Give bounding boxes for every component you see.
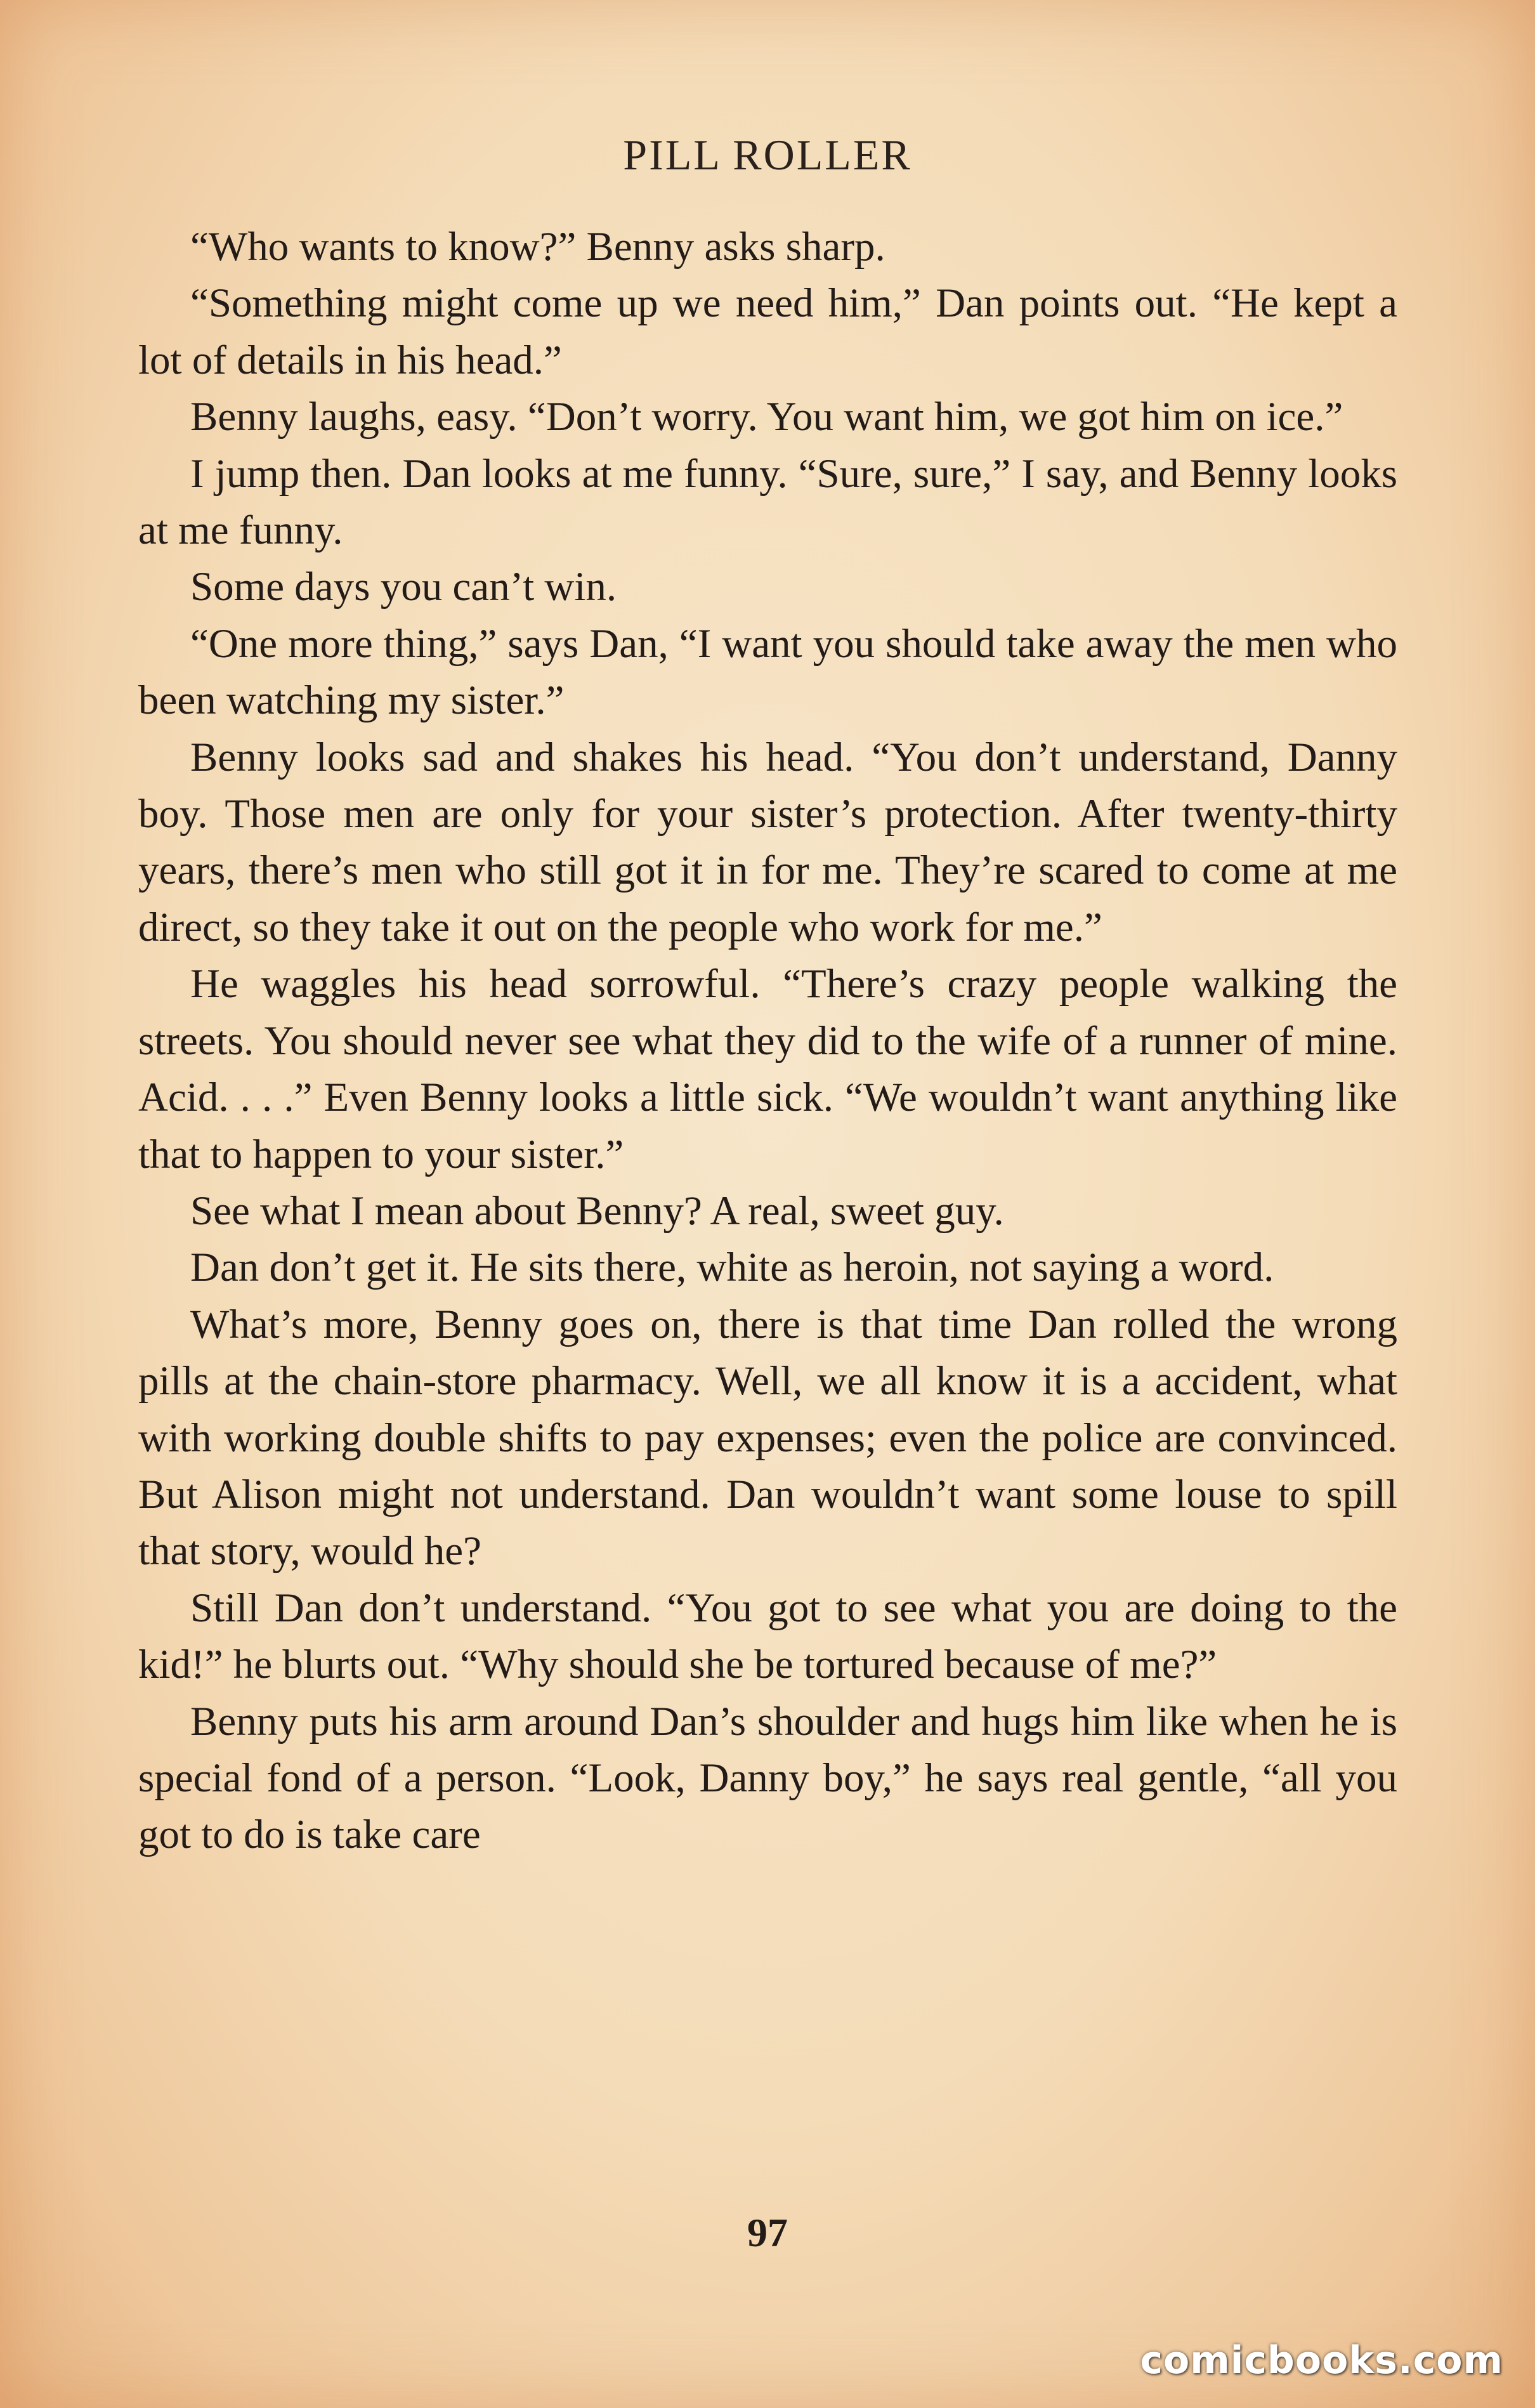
paragraph: He waggles his head sorrowful. “There’s crazy people walking the streets. You should never see what they did to the wife of a runner of mine. Acid. . . .” Even Benny looks a little sick. “We wouldn’t want anything like that to happen to your sister.” <box>138 961 1397 1177</box>
paragraph: I jump then. Dan looks at me funny. “Sure, sure,” I say, and Benny looks at me funny. <box>138 450 1397 554</box>
body-text <box>138 219 1397 1864</box>
paragraph: Benny laughs, easy. “Don’t worry. You want him, we got him on ice.” <box>190 394 1343 440</box>
running-head: PILL ROLLER <box>623 131 912 179</box>
paragraph: See what I mean about Benny? A real, sweet guy. <box>190 1188 1004 1234</box>
page-number: 97 <box>747 2210 788 2255</box>
paragraph: Dan don’t get it. He sits there, white as heroin, not saying a word. <box>190 1245 1274 1291</box>
paragraph: Benny looks sad and shakes his head. “You don’t understand, Danny boy. Those men are only for your sister’s protection. After twenty-thirty years, there’s men who still got it in for me. They’re scared to come at me direct, so they take it out on the people who work for me.” <box>138 734 1397 950</box>
paragraph: Benny puts his arm around Dan’s shoulder and hugs him like when he is special fond of a person. “Look, Danny boy,” he says real gentle, “all you got to do is take care <box>138 1698 1397 1858</box>
paragraph: “Something might come up we need him,” Dan points out. “He kept a lot of details in his head.” <box>138 280 1397 383</box>
paragraph: “Who wants to know?” Benny asks sharp. <box>190 224 885 270</box>
paragraph: Still Dan don’t understand. “You got to see what you are doing to the kid!” he blurts out. “Why should she be tortured because of me?” <box>138 1585 1397 1688</box>
site-watermark: comicbooks.com <box>1140 2338 1503 2383</box>
paragraph: Some days you can’t win. <box>190 564 617 610</box>
paragraph: “One more thing,” says Dan, “I want you should take away the men who been watching my sister.” <box>138 620 1397 724</box>
paragraph: What’s more, Benny goes on, there is that time Dan rolled the wrong pills at the chain-store pharmacy. Well, we all know it is a accident, what with working double shifts to pay expenses; even the police are convinced. But Alison might not understand. Dan wouldn’t want some louse to spill that story, would he? <box>138 1301 1397 1574</box>
